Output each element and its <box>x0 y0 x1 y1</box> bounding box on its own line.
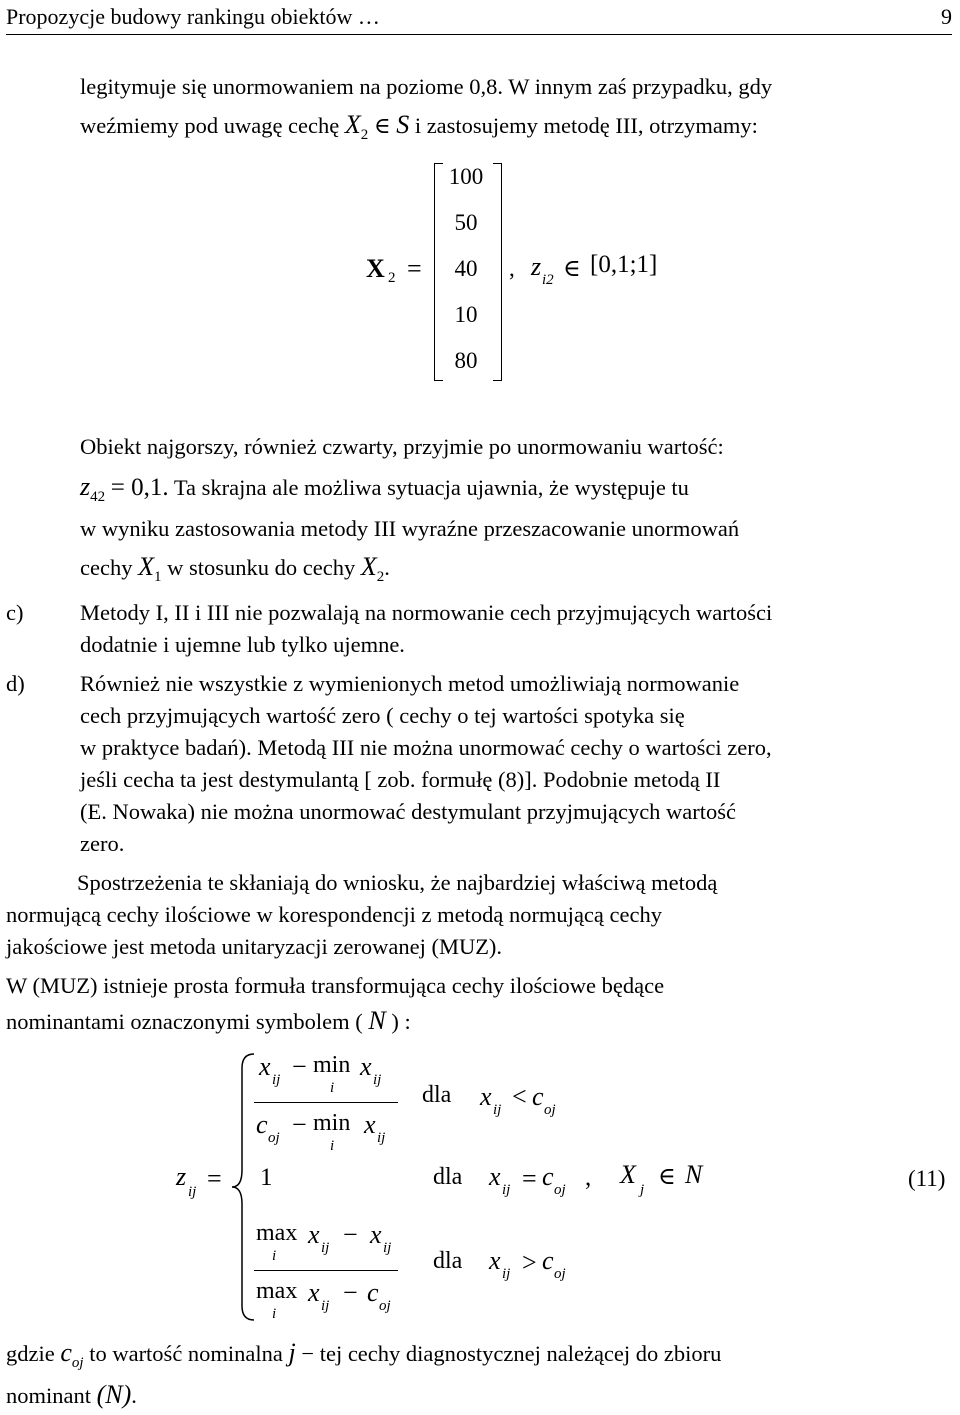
var-x: x <box>360 1052 372 1081</box>
p3-line3: jakościowe jest metoda unitaryzacji zerowanej (MUZ). <box>6 934 503 959</box>
dla-text: dla <box>433 1248 463 1274</box>
p5-text: nominant <box>6 1383 97 1408</box>
var-x: x <box>370 1220 382 1249</box>
minus: − <box>292 1110 307 1139</box>
p5-text: gdzie <box>6 1341 61 1366</box>
item-d-line5: (E. Nowaka) nie można unormować destymulant przyjmujących wartość <box>80 799 737 824</box>
var-x1-sub: 1 <box>153 569 162 585</box>
item-d-line1: Również nie wszystkie z wymienionych metod umożliwiają normowanie <box>80 671 740 696</box>
sub: ij <box>493 1102 502 1118</box>
var-c: c <box>532 1082 544 1111</box>
item-c-line2: dodatnie i ujemne lub tylko ujemne. <box>80 632 405 657</box>
dla-text: dla <box>422 1082 452 1108</box>
var-x2: X <box>360 552 377 581</box>
interval: [0,1;1] <box>590 251 658 278</box>
set-s: S <box>396 110 410 139</box>
max-operator: max <box>256 1220 298 1246</box>
p2-line1: Obiekt najgorszy, również czwarty, przyjmie po unormowaniu wartość: <box>80 434 724 459</box>
matrix-eq: = <box>407 254 422 283</box>
var-x: x <box>489 1246 501 1275</box>
var-x: X <box>344 110 361 139</box>
var-c: c <box>542 1162 554 1191</box>
p5-text: to wartość nominalna <box>83 1341 289 1366</box>
matrix-name: X <box>366 254 385 283</box>
running-header <box>6 4 952 35</box>
header-title: Propozycje budowy rankingu obiektów … <box>6 4 380 29</box>
matrix-cell: 50 <box>454 210 478 235</box>
sub: ij <box>502 1182 511 1198</box>
sub: ij <box>502 1266 511 1282</box>
p2-text: . <box>384 555 390 580</box>
sub: ij <box>373 1072 382 1088</box>
var-x: x <box>308 1220 320 1249</box>
var-x: x <box>489 1162 501 1191</box>
matrix-sub: 2 <box>388 270 396 286</box>
var-x2-sub: 2 <box>376 569 385 585</box>
p4-line2 <box>6 1006 411 1037</box>
p5-text: . <box>131 1383 137 1408</box>
max-index: i <box>272 1248 277 1264</box>
lhs-sub: ij <box>188 1184 197 1200</box>
lhs-z: z <box>176 1162 187 1191</box>
z-sub: i2 <box>542 272 554 288</box>
p5-line2 <box>6 1380 137 1411</box>
p3-line2: normującą cechy ilościowe w korespondencji z metodą normującą cechy <box>6 902 662 927</box>
var-x: x <box>308 1278 320 1307</box>
min-index: i <box>330 1080 335 1096</box>
relation: > <box>522 1248 537 1277</box>
p1-text-b: i zastosujemy metodę III, otrzymamy: <box>409 113 758 138</box>
fraction-line <box>254 1270 398 1271</box>
min-operator: min <box>313 1110 351 1136</box>
symbol-n: N <box>685 1160 703 1189</box>
sub: oj <box>554 1266 566 1282</box>
matrix-cell: 100 <box>448 164 484 189</box>
z-sub: 42 <box>90 489 106 505</box>
p2-line4 <box>80 552 390 592</box>
min-operator: min <box>313 1052 351 1078</box>
p4-text: nominantami oznaczonymi symbolem ( <box>6 1009 369 1034</box>
sub: oj <box>268 1130 280 1146</box>
sub: ij <box>321 1240 330 1256</box>
dla-text: dla <box>433 1164 463 1190</box>
p5-text: − tej cechy diagnostycznej należącej do zbioru <box>295 1341 722 1366</box>
var-c-sub: oj <box>71 1355 84 1371</box>
var-c: c <box>542 1246 554 1275</box>
left-brace <box>228 1052 258 1322</box>
p3-line1: Spostrzeżenia te skłaniają do wniosku, że najbardziej właściwą metodą <box>77 870 718 895</box>
p2-line3: w wyniku zastosowania metody III wyraźne przeszacowanie unormowań <box>80 516 740 541</box>
minus: − <box>343 1220 358 1249</box>
page-number: 9 <box>941 4 952 29</box>
p1-line2 <box>80 110 758 150</box>
var-x: x <box>364 1110 376 1139</box>
var-c: c <box>256 1110 268 1139</box>
item-d-line4: jeśli cecha ta jest destymulantą [ zob. formułę (8)]. Podobnie metodą II <box>80 767 721 792</box>
var-j: j <box>288 1338 296 1367</box>
p1-line1: legitymuje się unormowaniem na poziome 0,8. W innym zaś przypadku, gdy <box>80 74 773 99</box>
var-x-sub: 2 <box>360 127 369 143</box>
matrix-cell: 80 <box>454 348 478 373</box>
item-c-label: c) <box>6 600 24 625</box>
z-eq: = 0,1. <box>110 474 169 501</box>
in-symbol: ∈ <box>658 1164 676 1190</box>
in-symbol: ∈ <box>563 256 581 282</box>
matrix-equation <box>0 150 960 395</box>
sub: oj <box>544 1102 556 1118</box>
min-index: i <box>330 1138 335 1154</box>
sub: oj <box>379 1298 391 1314</box>
var-x: x <box>259 1052 271 1081</box>
symbol-n: (N) <box>96 1380 132 1409</box>
p4-line1: W (MUZ) istnieje prosta formuła transformująca cechy ilościowe będące <box>6 973 665 998</box>
lhs-eq: = <box>207 1164 222 1193</box>
p2-text: Ta skrajna ale możliwa sytuacja ujawnia, że występuje tu <box>168 475 689 500</box>
sub: ij <box>321 1298 330 1314</box>
p1-text: weźmiemy pod uwagę cechę <box>80 113 345 138</box>
sub: ij <box>272 1072 281 1088</box>
max-operator: max <box>256 1278 298 1304</box>
var-c: c <box>367 1278 379 1307</box>
sub: j <box>640 1182 645 1198</box>
minus: − <box>343 1278 358 1307</box>
symbol-n: N <box>368 1006 386 1035</box>
formula-11 <box>0 1040 960 1330</box>
z-var: z <box>531 252 542 281</box>
sub: ij <box>377 1130 386 1146</box>
item-c-line1: Metody I, II i III nie pozwalają na normowanie cech przyjmujących wartości <box>80 600 773 625</box>
matrix-comma: , <box>509 256 515 281</box>
relation: < <box>512 1082 527 1111</box>
comma: , <box>585 1164 592 1191</box>
matrix-cell: 10 <box>454 302 478 327</box>
var-x1: X <box>138 552 154 581</box>
matrix-cell: 40 <box>454 256 478 281</box>
p2-text: cechy <box>80 555 139 580</box>
in-symbol: ∈ <box>368 113 397 138</box>
fraction-line <box>254 1102 398 1103</box>
item-d-line2: cech przyjmujących wartość zero ( cechy o tej wartości spotyka się <box>80 703 685 728</box>
item-d-label: d) <box>6 671 25 696</box>
var-c: c <box>60 1338 72 1367</box>
p4-text: ) : <box>385 1009 411 1034</box>
p2-line2 <box>80 472 953 512</box>
sub: oj <box>554 1182 566 1198</box>
value-one: 1 <box>260 1164 273 1191</box>
item-d-line6: zero. <box>80 831 125 856</box>
item-d-line3: w praktyce badań). Metodą III nie można unormować cechy o wartości zero, <box>80 735 772 760</box>
var-x: x <box>480 1082 492 1111</box>
minus: − <box>292 1052 307 1081</box>
p5-line1 <box>6 1338 953 1378</box>
equation-number: (11) <box>908 1166 946 1191</box>
z-var: z <box>80 472 91 501</box>
max-index: i <box>272 1306 277 1322</box>
relation: = <box>522 1164 537 1193</box>
var-x-cap: X <box>620 1160 636 1189</box>
p2-text: w stosunku do cechy <box>161 555 361 580</box>
sub: ij <box>383 1240 392 1256</box>
